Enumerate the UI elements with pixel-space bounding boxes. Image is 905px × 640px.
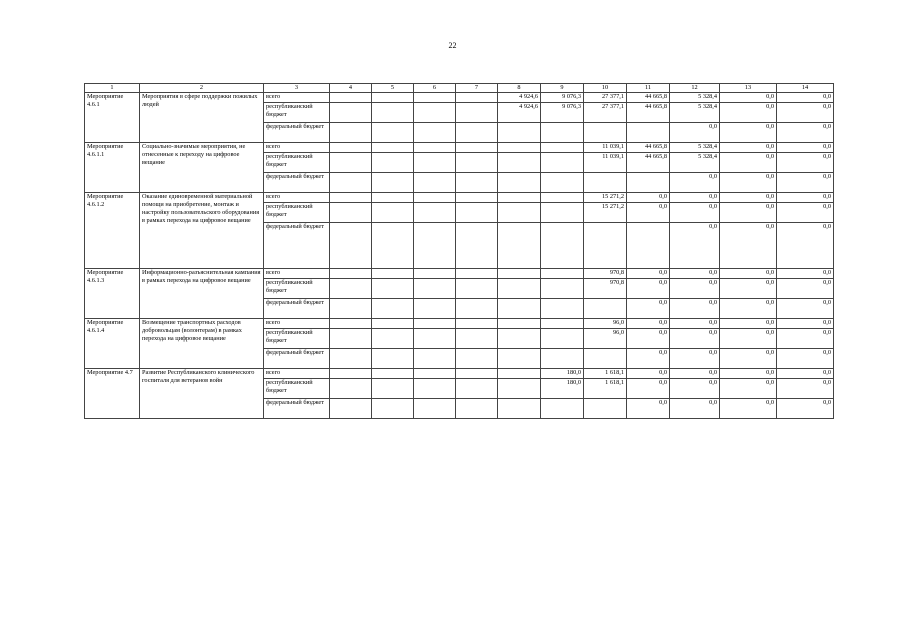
value-cell: 0,0 bbox=[777, 153, 834, 173]
value-cell: 0,0 bbox=[670, 349, 720, 369]
value-cell: 0,0 bbox=[720, 223, 777, 269]
value-cell bbox=[498, 193, 541, 203]
value-cell: 0,0 bbox=[777, 103, 834, 123]
funding-source: всего bbox=[264, 143, 330, 153]
value-cell: 0,0 bbox=[627, 319, 670, 329]
header-cell: 13 bbox=[720, 84, 777, 93]
value-cell bbox=[414, 379, 456, 399]
header-cell: 11 bbox=[627, 84, 670, 93]
value-cell: 4 924,6 bbox=[498, 93, 541, 103]
value-cell bbox=[372, 329, 414, 349]
value-cell bbox=[372, 93, 414, 103]
value-cell: 0,0 bbox=[777, 193, 834, 203]
value-cell bbox=[498, 279, 541, 299]
value-cell: 0,0 bbox=[627, 369, 670, 379]
value-cell: 0,0 bbox=[670, 399, 720, 419]
value-cell bbox=[372, 299, 414, 319]
value-cell bbox=[498, 153, 541, 173]
value-cell bbox=[498, 349, 541, 369]
value-cell bbox=[541, 173, 584, 193]
value-cell bbox=[414, 329, 456, 349]
measure-title: Возмещение транспортных расходов добровольцам (волонтерам) в рамках перехода на цифровое вещание bbox=[140, 319, 264, 369]
value-cell bbox=[627, 173, 670, 193]
value-cell: 5 328,4 bbox=[670, 143, 720, 153]
funding-source: федеральный бюджет bbox=[264, 349, 330, 369]
value-cell bbox=[456, 279, 498, 299]
header-cell: 3 bbox=[264, 84, 330, 93]
value-cell: 0,0 bbox=[627, 379, 670, 399]
value-cell bbox=[414, 193, 456, 203]
value-cell: 0,0 bbox=[720, 329, 777, 349]
value-cell bbox=[498, 269, 541, 279]
value-cell: 0,0 bbox=[777, 123, 834, 143]
funding-source: республиканский бюджет bbox=[264, 379, 330, 399]
value-cell bbox=[584, 399, 627, 419]
value-cell bbox=[414, 369, 456, 379]
value-cell: 0,0 bbox=[777, 319, 834, 329]
value-cell bbox=[414, 299, 456, 319]
value-cell bbox=[414, 319, 456, 329]
value-cell: 0,0 bbox=[777, 369, 834, 379]
value-cell: 0,0 bbox=[777, 379, 834, 399]
header-cell: 2 bbox=[140, 84, 264, 93]
value-cell bbox=[541, 203, 584, 223]
measure-code: Мероприятие 4.7 bbox=[85, 369, 140, 419]
value-cell bbox=[456, 269, 498, 279]
table-row bbox=[85, 369, 834, 379]
header-cell: 14 bbox=[777, 84, 834, 93]
header-cell: 4 bbox=[330, 84, 372, 93]
value-cell bbox=[541, 143, 584, 153]
value-cell bbox=[330, 123, 372, 143]
value-cell bbox=[456, 143, 498, 153]
value-cell bbox=[456, 123, 498, 143]
value-cell bbox=[414, 223, 456, 269]
value-cell: 5 328,4 bbox=[670, 153, 720, 173]
value-cell: 0,0 bbox=[720, 279, 777, 299]
funding-source: республиканский бюджет bbox=[264, 279, 330, 299]
value-cell bbox=[330, 269, 372, 279]
value-cell: 1 618,1 bbox=[584, 369, 627, 379]
value-cell: 970,8 bbox=[584, 279, 627, 299]
value-cell bbox=[414, 103, 456, 123]
value-cell bbox=[330, 153, 372, 173]
value-cell: 0,0 bbox=[627, 269, 670, 279]
header-cell: 1 bbox=[85, 84, 140, 93]
funding-source: федеральный бюджет bbox=[264, 123, 330, 143]
value-cell bbox=[456, 173, 498, 193]
value-cell: 0,0 bbox=[777, 143, 834, 153]
value-cell: 0,0 bbox=[627, 203, 670, 223]
budget-table-body bbox=[85, 84, 834, 419]
value-cell bbox=[498, 223, 541, 269]
value-cell bbox=[584, 223, 627, 269]
value-cell: 0,0 bbox=[777, 173, 834, 193]
value-cell: 44 665,8 bbox=[627, 93, 670, 103]
value-cell: 0,0 bbox=[777, 329, 834, 349]
value-cell: 0,0 bbox=[670, 369, 720, 379]
funding-source: федеральный бюджет bbox=[264, 299, 330, 319]
value-cell bbox=[330, 193, 372, 203]
value-cell bbox=[372, 143, 414, 153]
header-cell: 6 bbox=[414, 84, 456, 93]
table-row bbox=[85, 93, 834, 103]
value-cell: 0,0 bbox=[720, 193, 777, 203]
value-cell: 0,0 bbox=[627, 329, 670, 349]
value-cell bbox=[541, 153, 584, 173]
value-cell bbox=[414, 173, 456, 193]
value-cell: 0,0 bbox=[670, 319, 720, 329]
header-cell: 8 bbox=[498, 84, 541, 93]
value-cell bbox=[330, 223, 372, 269]
value-cell bbox=[372, 399, 414, 419]
measure-code: Мероприятие 4.6.1.4 bbox=[85, 319, 140, 369]
funding-source: всего bbox=[264, 269, 330, 279]
header-cell: 12 bbox=[670, 84, 720, 93]
value-cell: 0,0 bbox=[670, 193, 720, 203]
value-cell bbox=[372, 173, 414, 193]
value-cell: 0,0 bbox=[670, 123, 720, 143]
value-cell: 0,0 bbox=[670, 173, 720, 193]
header-cell: 5 bbox=[372, 84, 414, 93]
measure-title: Развитие Республиканского клинического госпиталя для ветеранов войн bbox=[140, 369, 264, 419]
value-cell bbox=[541, 279, 584, 299]
value-cell bbox=[372, 279, 414, 299]
value-cell: 15 271,2 bbox=[584, 193, 627, 203]
table-row bbox=[85, 193, 834, 203]
value-cell bbox=[498, 203, 541, 223]
value-cell: 0,0 bbox=[777, 399, 834, 419]
value-cell: 0,0 bbox=[627, 299, 670, 319]
value-cell bbox=[498, 399, 541, 419]
funding-source: республиканский бюджет bbox=[264, 203, 330, 223]
value-cell bbox=[498, 173, 541, 193]
value-cell bbox=[330, 279, 372, 299]
value-cell: 0,0 bbox=[777, 93, 834, 103]
value-cell bbox=[498, 369, 541, 379]
value-cell bbox=[372, 223, 414, 269]
measure-code: Мероприятие 4.6.1.2 bbox=[85, 193, 140, 269]
value-cell: 96,0 bbox=[584, 319, 627, 329]
value-cell: 4 924,6 bbox=[498, 103, 541, 123]
value-cell: 0,0 bbox=[720, 269, 777, 279]
value-cell: 11 039,1 bbox=[584, 153, 627, 173]
value-cell bbox=[584, 123, 627, 143]
value-cell bbox=[456, 379, 498, 399]
value-cell: 15 271,2 bbox=[584, 203, 627, 223]
value-cell bbox=[372, 123, 414, 143]
value-cell bbox=[456, 369, 498, 379]
value-cell bbox=[456, 103, 498, 123]
value-cell: 0,0 bbox=[777, 299, 834, 319]
header-cell: 9 bbox=[541, 84, 584, 93]
value-cell: 5 328,4 bbox=[670, 103, 720, 123]
measure-code: Мероприятие 4.6.1.3 bbox=[85, 269, 140, 319]
funding-source: федеральный бюджет bbox=[264, 399, 330, 419]
value-cell bbox=[456, 93, 498, 103]
value-cell bbox=[541, 193, 584, 203]
value-cell bbox=[330, 299, 372, 319]
value-cell bbox=[541, 299, 584, 319]
value-cell: 0,0 bbox=[670, 299, 720, 319]
value-cell: 0,0 bbox=[670, 279, 720, 299]
value-cell: 44 665,8 bbox=[627, 153, 670, 173]
value-cell bbox=[414, 93, 456, 103]
value-cell bbox=[330, 399, 372, 419]
value-cell: 44 665,8 bbox=[627, 143, 670, 153]
value-cell bbox=[414, 279, 456, 299]
header-cell: 7 bbox=[456, 84, 498, 93]
funding-source: республиканский бюджет bbox=[264, 329, 330, 349]
value-cell: 0,0 bbox=[777, 349, 834, 369]
value-cell bbox=[414, 203, 456, 223]
funding-source: всего bbox=[264, 369, 330, 379]
value-cell bbox=[372, 319, 414, 329]
value-cell bbox=[414, 123, 456, 143]
value-cell: 0,0 bbox=[777, 203, 834, 223]
value-cell bbox=[372, 153, 414, 173]
value-cell bbox=[541, 399, 584, 419]
value-cell: 27 377,1 bbox=[584, 93, 627, 103]
value-cell bbox=[330, 103, 372, 123]
value-cell: 0,0 bbox=[720, 319, 777, 329]
value-cell: 0,0 bbox=[720, 143, 777, 153]
value-cell bbox=[498, 379, 541, 399]
funding-source: всего bbox=[264, 193, 330, 203]
value-cell bbox=[372, 269, 414, 279]
budget-table bbox=[84, 83, 834, 419]
value-cell: 0,0 bbox=[720, 93, 777, 103]
measure-title: Социально-значимые мероприятия, не отнесенные к переходу на цифровое вещание bbox=[140, 143, 264, 193]
value-cell: 0,0 bbox=[670, 379, 720, 399]
funding-source: федеральный бюджет bbox=[264, 173, 330, 193]
value-cell bbox=[627, 123, 670, 143]
value-cell bbox=[541, 319, 584, 329]
measure-title: Информационно-разъяснительная кампания в рамках перехода на цифровое вещание bbox=[140, 269, 264, 319]
funding-source: федеральный бюджет bbox=[264, 223, 330, 269]
value-cell: 5 328,4 bbox=[670, 93, 720, 103]
value-cell bbox=[541, 349, 584, 369]
measure-code: Мероприятие 4.6.1.1 bbox=[85, 143, 140, 193]
value-cell bbox=[456, 223, 498, 269]
value-cell bbox=[330, 329, 372, 349]
funding-source: республиканский бюджет bbox=[264, 153, 330, 173]
value-cell: 0,0 bbox=[627, 349, 670, 369]
value-cell: 970,8 bbox=[584, 269, 627, 279]
value-cell bbox=[456, 319, 498, 329]
value-cell: 0,0 bbox=[720, 203, 777, 223]
value-cell bbox=[372, 203, 414, 223]
value-cell: 0,0 bbox=[777, 269, 834, 279]
value-cell bbox=[498, 319, 541, 329]
value-cell bbox=[372, 379, 414, 399]
value-cell bbox=[541, 329, 584, 349]
value-cell bbox=[372, 103, 414, 123]
value-cell bbox=[584, 299, 627, 319]
header-row bbox=[85, 84, 834, 93]
value-cell bbox=[541, 123, 584, 143]
table-row bbox=[85, 269, 834, 279]
value-cell: 44 665,8 bbox=[627, 103, 670, 123]
value-cell: 0,0 bbox=[720, 123, 777, 143]
value-cell: 11 039,1 bbox=[584, 143, 627, 153]
value-cell bbox=[330, 319, 372, 329]
value-cell: 0,0 bbox=[627, 279, 670, 299]
funding-source: всего bbox=[264, 319, 330, 329]
value-cell bbox=[330, 203, 372, 223]
value-cell bbox=[584, 173, 627, 193]
value-cell bbox=[414, 349, 456, 369]
value-cell bbox=[330, 379, 372, 399]
value-cell bbox=[330, 349, 372, 369]
page-number: 22 bbox=[448, 41, 457, 50]
measure-title: Оказание единовременной материальной помощи на приобретение, монтаж и настройку пользовательского оборудования в рамках перехода на цифровое вещание bbox=[140, 193, 264, 269]
measure-code: Мероприятие 4.6.1 bbox=[85, 93, 140, 143]
value-cell: 96,0 bbox=[584, 329, 627, 349]
table-row bbox=[85, 319, 834, 329]
value-cell: 0,0 bbox=[670, 329, 720, 349]
value-cell: 0,0 bbox=[777, 279, 834, 299]
value-cell bbox=[498, 299, 541, 319]
value-cell bbox=[541, 223, 584, 269]
value-cell bbox=[456, 349, 498, 369]
value-cell: 0,0 bbox=[627, 399, 670, 419]
value-cell: 0,0 bbox=[720, 349, 777, 369]
value-cell bbox=[456, 193, 498, 203]
value-cell: 0,0 bbox=[670, 223, 720, 269]
value-cell bbox=[372, 193, 414, 203]
funding-source: республиканский бюджет bbox=[264, 103, 330, 123]
value-cell bbox=[456, 299, 498, 319]
value-cell: 0,0 bbox=[720, 153, 777, 173]
funding-source: всего bbox=[264, 93, 330, 103]
value-cell: 0,0 bbox=[720, 379, 777, 399]
value-cell bbox=[456, 203, 498, 223]
value-cell: 0,0 bbox=[627, 193, 670, 203]
value-cell bbox=[330, 93, 372, 103]
value-cell: 1 618,1 bbox=[584, 379, 627, 399]
value-cell bbox=[414, 269, 456, 279]
value-cell: 0,0 bbox=[670, 203, 720, 223]
value-cell: 0,0 bbox=[720, 103, 777, 123]
value-cell: 0,0 bbox=[720, 399, 777, 419]
value-cell bbox=[498, 329, 541, 349]
value-cell: 0,0 bbox=[720, 369, 777, 379]
value-cell bbox=[414, 153, 456, 173]
value-cell bbox=[456, 329, 498, 349]
value-cell bbox=[414, 399, 456, 419]
value-cell bbox=[330, 143, 372, 153]
value-cell bbox=[456, 153, 498, 173]
value-cell: 9 076,3 bbox=[541, 103, 584, 123]
value-cell bbox=[498, 123, 541, 143]
value-cell bbox=[372, 349, 414, 369]
value-cell: 180,0 bbox=[541, 369, 584, 379]
value-cell bbox=[414, 143, 456, 153]
value-cell bbox=[372, 369, 414, 379]
header-cell: 10 bbox=[584, 84, 627, 93]
value-cell: 0,0 bbox=[720, 299, 777, 319]
value-cell bbox=[627, 223, 670, 269]
value-cell: 180,0 bbox=[541, 379, 584, 399]
value-cell bbox=[330, 173, 372, 193]
measure-title: Мероприятия в сфере поддержки пожилых людей bbox=[140, 93, 264, 143]
value-cell bbox=[584, 349, 627, 369]
value-cell: 0,0 bbox=[670, 269, 720, 279]
value-cell bbox=[456, 399, 498, 419]
value-cell: 27 377,1 bbox=[584, 103, 627, 123]
value-cell bbox=[498, 143, 541, 153]
table-row bbox=[85, 143, 834, 153]
value-cell bbox=[541, 269, 584, 279]
value-cell bbox=[330, 369, 372, 379]
value-cell: 0,0 bbox=[720, 173, 777, 193]
value-cell: 0,0 bbox=[777, 223, 834, 269]
value-cell: 9 076,3 bbox=[541, 93, 584, 103]
